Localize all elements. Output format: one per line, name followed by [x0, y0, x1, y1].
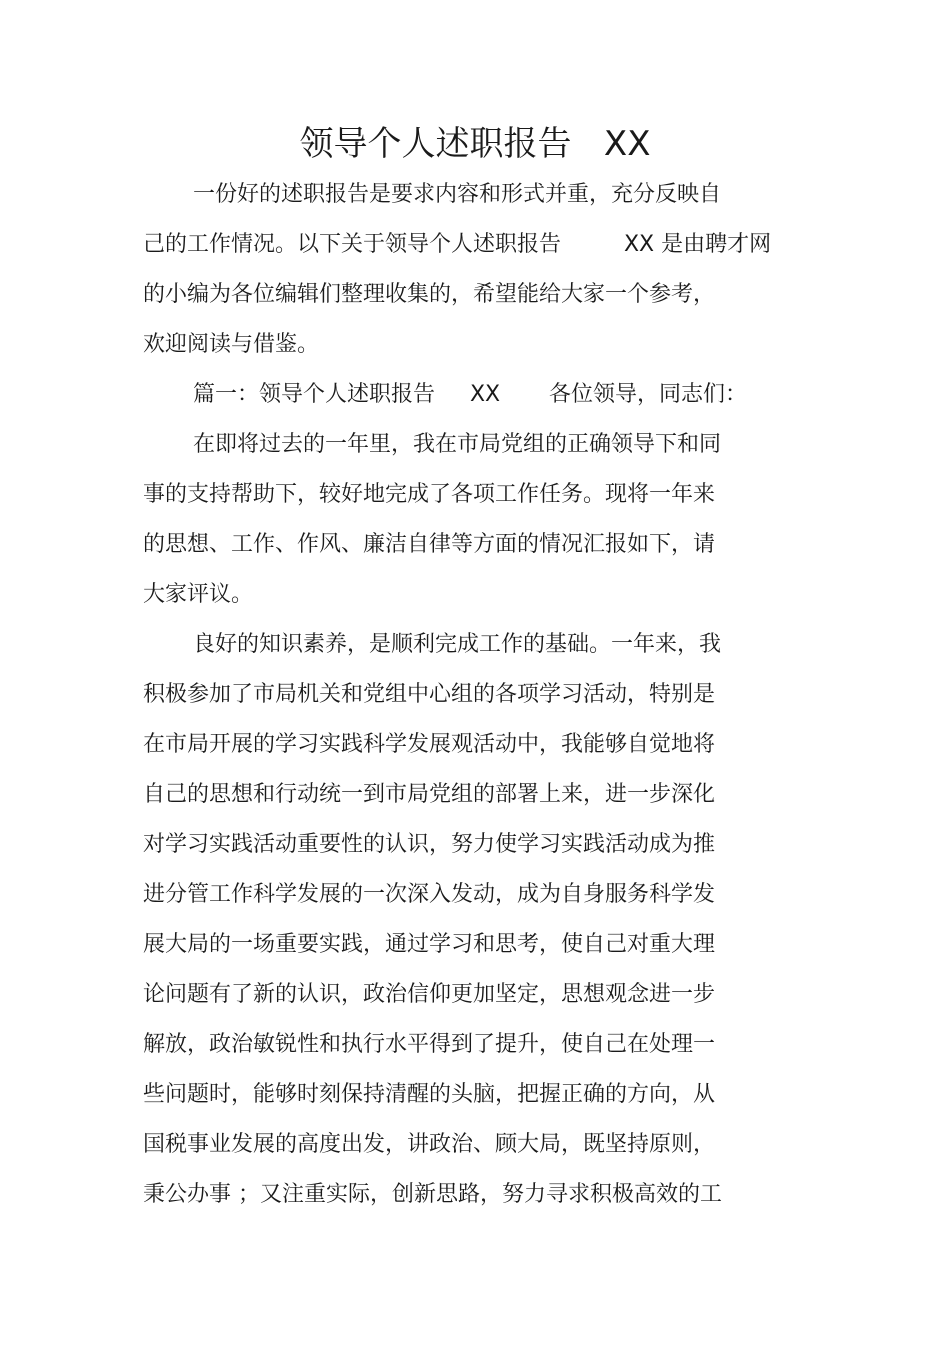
text-line: 的小编为各位编辑们整理收集的，希望能给大家一个参考， [143, 282, 716, 307]
text-line: 进分管工作科学发展的一次深入发动，成为自身服务科学发 [143, 882, 716, 907]
text-line: 对学习实践活动重要性的认识，努力使学习实践活动成为推 [143, 832, 716, 857]
text-line: 些问题时，能够时刻保持清醒的头脑，把握正确的方向，从 [143, 1082, 716, 1107]
text-line: 良好的知识素养，是顺利完成工作的基础。一年来，我 [193, 632, 722, 657]
text-line: 事的支持帮助下，较好地完成了各项工作任务。现将一年来 [143, 482, 716, 507]
text-line: 秉公办事 ；又注重实际，创新思路，努力寻求积极高效的工 [143, 1182, 722, 1207]
text-line: 积极参加了市局机关和党组中心组的各项学习活动，特别是 [143, 682, 716, 707]
text-line: 欢迎阅读与借鉴。 [143, 332, 320, 357]
text-line: 在市局开展的学习实践科学发展观活动中，我能够自觉地将 [143, 732, 716, 757]
text-line: 的思想、工作、作风、廉洁自律等方面的情况汇报如下，请 [143, 532, 716, 557]
text-line: 展大局的一场重要实践，通过学习和思考，使自己对重大理 [143, 932, 716, 957]
text-line: 大家评议。 [143, 582, 254, 607]
document-body [143, 170, 813, 1220]
text-line: 论问题有了新的认识，政治信仰更加坚定，思想观念进一步 [143, 982, 716, 1007]
text-line: 篇一：领导个人述职报告 XX 各位领导，同志们： [193, 382, 748, 407]
text-line: 一份好的述职报告是要求内容和形式并重，充分反映自 [193, 182, 722, 207]
text-line: 解放，政治敏锐性和执行水平得到了提升，使自己在处理一 [143, 1032, 716, 1057]
text-line: 国税事业发展的高度出发，讲政治、顾大局，既坚持原则， [143, 1132, 716, 1157]
text-line: 己的工作情况。以下关于领导个人述职报告 XX 是由聘才网 [143, 232, 772, 257]
document-title: 领导个人述职报告 XX [299, 124, 651, 164]
text-line: 自己的思想和行动统一到市局党组的部署上来，进一步深化 [143, 782, 716, 807]
text-line: 在即将过去的一年里，我在市局党组的正确领导下和同 [193, 432, 722, 457]
